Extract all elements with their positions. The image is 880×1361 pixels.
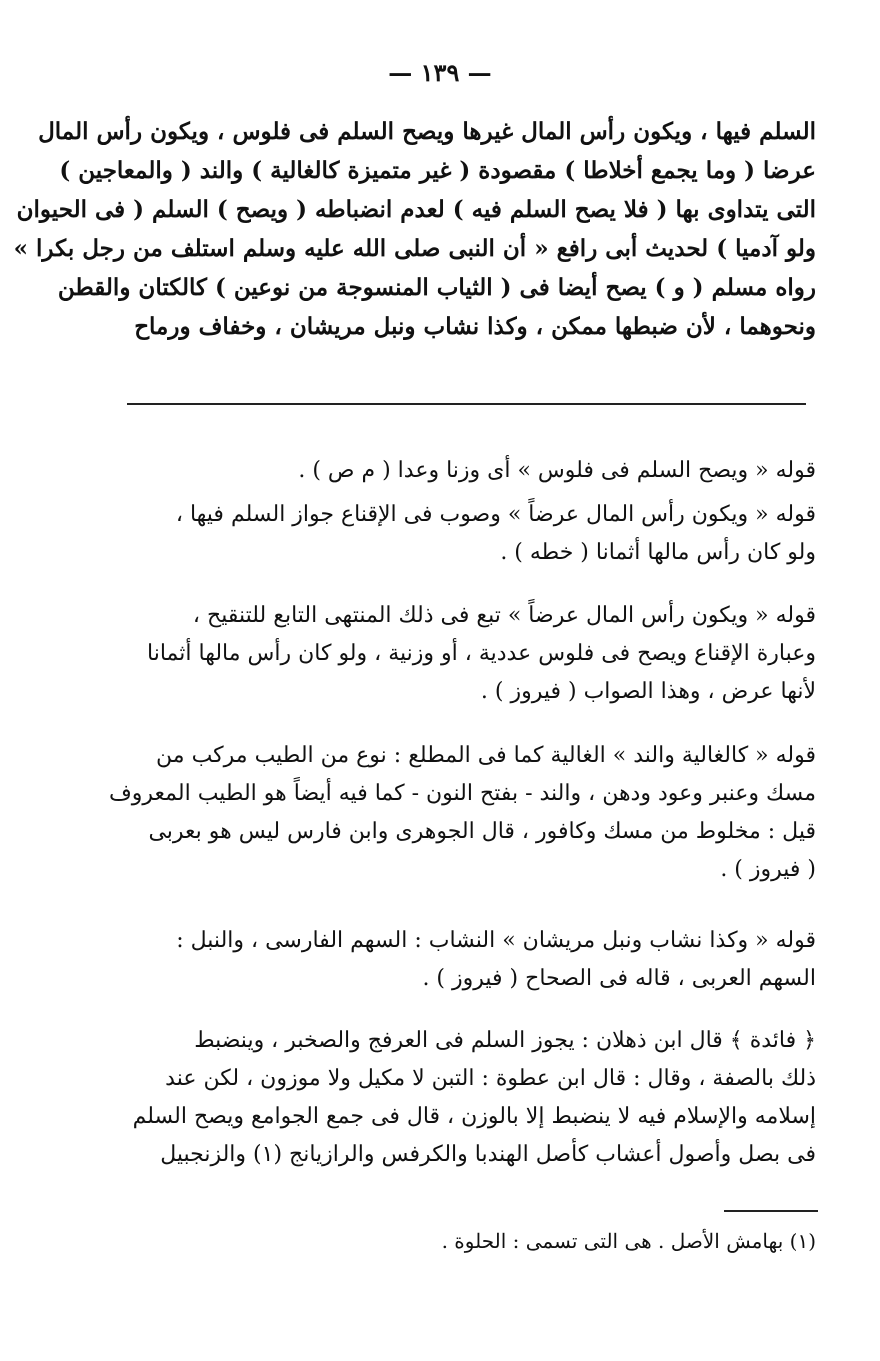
commentary-paragraph [132, 452, 816, 490]
commentary-line: ذلك بالصفة ، وقال : قال ابن عطوة : التبن لا مكيل ولا موزون ، لكن عند [165, 1066, 816, 1091]
commentary-line: لأنها عرض ، وهذا الصواب ( فيروز ) . [480, 679, 816, 704]
commentary-line: ولو كان رأس مالها أثمانا ( خطه ) . [500, 540, 816, 565]
commentary-line: قوله « ويكون رأس المال عرضاً » وصوب فى الإقناع جواز السلم فيها ، [175, 502, 816, 527]
commentary-line: مسك وعنبر وعود ودهن ، والند - بفتح النون - كما فيه أيضاً هو الطيب المعروف [108, 781, 816, 806]
commentary-line: قوله « وكذا نشاب ونبل مريشان » النشاب : السهم الفارسى ، والنبل : [176, 928, 816, 953]
commentary-line: فى بصل وأصول أعشاب كأصل الهندبا والكرفس والرازيانج (١) والزنجبيل [160, 1142, 816, 1167]
commentary-line: إسلامه والإسلام فيه لا ينضبط إلا بالوزن ، قال فى جمع الجوامع ويصح السلم [132, 1104, 816, 1129]
commentary-paragraph [132, 1022, 816, 1174]
page-number: — ١٣٩ — [388, 58, 492, 87]
commentary-line: قوله « ويصح السلم فى فلوس » أى وزنا وعدا ( م ص ) . [298, 458, 816, 483]
main-text-line: السلم فيها ، ويكون رأس المال غيرها ويصح السلم فى فلوس ، ويكون رأس المال [38, 118, 816, 145]
commentary-line: قوله « ويكون رأس المال عرضاً » تبع فى ذلك المنتهى التابع للتنقيح ، [192, 603, 816, 628]
commentary-line: وعبارة الإقناع ويصح فى فلوس عددية ، أو وزنية ، ولو كان رأس مالها أثمانا [147, 641, 816, 666]
main-text-line: ولو آدميا ) لحديث أبى رافع « أن النبى صلى الله عليه وسلم استلف من رجل بكرا » [13, 235, 816, 262]
main-text-line: رواه مسلم ( و ) يصح أيضا فى ( الثياب المنسوجة من نوعين ) كالكتان والقطن [57, 274, 816, 301]
section-divider [127, 403, 806, 405]
commentary-paragraph [132, 922, 816, 998]
main-text-line: التى يتداوى بها ( فلا يصح السلم فيه ) لعدم انضباطه ( ويصح ) السلم ( فى الحيوان [16, 196, 816, 223]
commentary-line: قيل : مخلوط من مسك وكافور ، قال الجوهرى وابن فارس ليس هو بعربى [148, 819, 816, 844]
commentary-line: السهم العربى ، قاله فى الصحاح ( فيروز ) . [422, 966, 816, 991]
commentary-paragraph [132, 496, 816, 572]
commentary-line: قوله « كالغالية والند » الغالية كما فى المطلع : نوع من الطيب مركب من [156, 743, 816, 768]
main-text [13, 112, 816, 346]
footnote-divider [724, 1210, 818, 1212]
main-text-line: عرضا ( وما يجمع أخلاطا ) مقصودة ( غير متميزة كالغالية ) والند ( والمعاجين ) [59, 157, 816, 184]
commentary-line: ( فيروز ) . [720, 857, 816, 882]
commentary-paragraph [132, 597, 816, 711]
commentary-line: ﴿ فائدة ﴾ قال ابن ذهلان : يجوز السلم فى العرفج والصخبر ، وينضبط [194, 1028, 816, 1053]
main-text-line: ونحوهما ، لأن ضبطها ممكن ، وكذا نشاب ونبل مريشان ، وخفاف ورماح [134, 313, 816, 340]
commentary-paragraph [108, 737, 816, 889]
footnote: (١) بهامش الأصل . هى التى تسمى : الحلوة . [441, 1229, 816, 1253]
